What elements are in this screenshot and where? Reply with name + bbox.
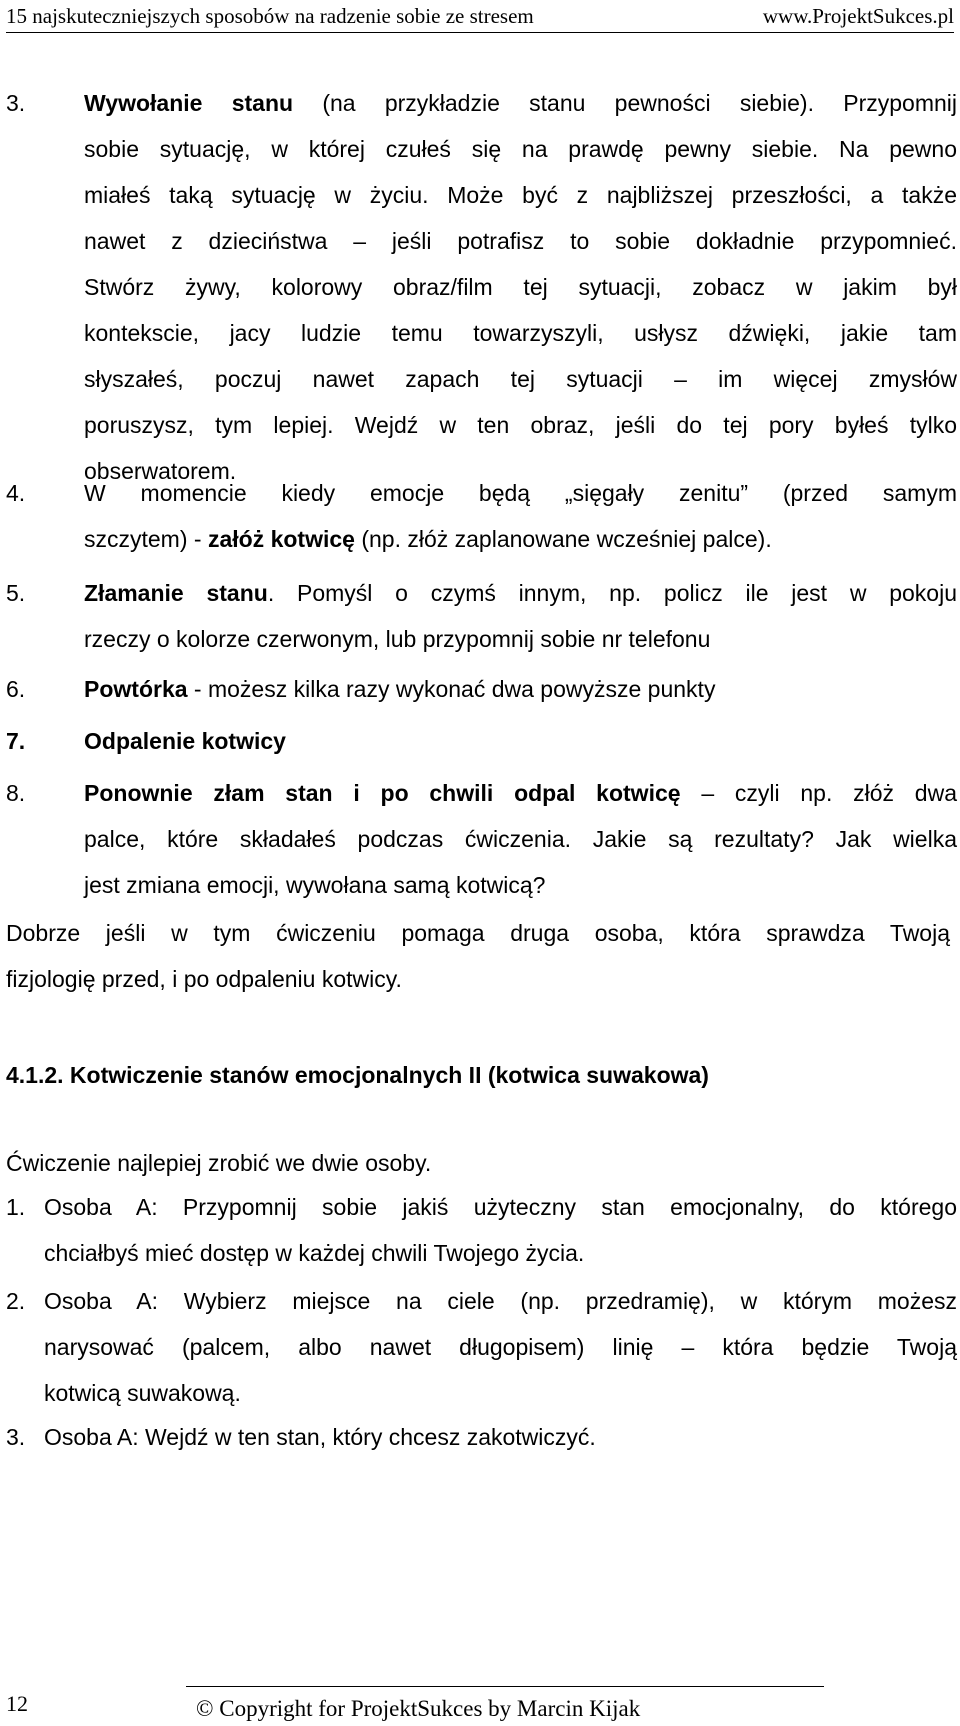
text-span: - możesz kilka razy wykonać dwa powyższe punkty — [187, 676, 716, 702]
item-number: 1. — [6, 1194, 26, 1220]
text-line: kontekscie, jacy ludzie temu towarzyszyli, usłysz dźwięki, jakie tam — [84, 320, 957, 346]
site-url: www.ProjektSukces.pl — [762, 4, 954, 28]
text-line: Osoba A: Przypomnij sobie jakiś użyteczny stan emocjonalny, do którego — [44, 1194, 957, 1220]
item-text — [44, 1278, 957, 1416]
text-line: jest zmiana emocji, wywołana samą kotwicą? — [84, 872, 546, 898]
item-number: 2. — [6, 1288, 26, 1314]
text-line: Osoba A: Wejdź w ten stan, który chcesz zakotwiczyć. — [44, 1424, 596, 1450]
text-line: poruszysz, tym lepiej. Wejdź w ten obraz, jeśli do tej pory byłeś tylko — [84, 412, 957, 438]
item-text — [84, 770, 957, 908]
item-number: 4. — [6, 480, 26, 506]
text-line: Dobrze jeśli w tym ćwiczeniu pomaga druga osoba, która sprawdza Twoją — [6, 920, 950, 946]
paragraph — [6, 910, 950, 1002]
text-span: szczytem) - — [84, 526, 208, 552]
page-header — [6, 0, 954, 33]
item-number: 3. — [6, 1424, 26, 1450]
text-line: narysować (palcem, albo nawet długopisem) linię – która będzie Twoją — [44, 1334, 957, 1360]
item-number: 3. — [6, 90, 26, 116]
item-text — [84, 666, 957, 712]
text-line: fizjologię przed, i po odpaleniu kotwicy. — [6, 966, 402, 992]
text-line: kotwicą suwakową. — [44, 1380, 241, 1406]
item-number: 5. — [6, 580, 26, 606]
emphasis: Odpalenie kotwicy — [84, 728, 286, 754]
emphasis: załóż kotwicę — [207, 526, 355, 552]
item-text — [84, 80, 957, 494]
page-number: 12 — [6, 1691, 28, 1716]
item-number: 8. — [6, 780, 26, 806]
section-heading-text: 4.1.2. Kotwiczenie stanów emocjonalnych II (kotwica suwakowa) — [6, 1062, 709, 1088]
emphasis: Złamanie stanu — [84, 580, 268, 606]
text-span: (np. złóż zaplanowane wcześniej palce). — [354, 526, 772, 552]
footer-divider — [186, 1686, 824, 1687]
text-line: obserwatorem. — [84, 458, 237, 484]
item-text — [84, 470, 957, 562]
document-title: 15 najskuteczniejszych sposobów na radzenie sobie ze stresem — [6, 4, 534, 28]
text-line: nawet z dzieciństwa – jeśli potrafisz to sobie dokładnie przypomnieć. — [84, 228, 957, 254]
text-line: W momencie kiedy emocje będą „sięgały zenitu” (przed samym — [84, 480, 957, 506]
emphasis: Ponownie złam stan i po chwili odpal kotwicę — [84, 780, 681, 806]
item-text — [84, 570, 957, 662]
section-heading — [6, 1052, 950, 1098]
emphasis: Wywołanie stanu — [84, 90, 294, 116]
text-span: – czyli np. złóż dwa — [680, 780, 957, 806]
text-line: sobie sytuację, w której czułeś się na prawdę pewny siebie. Na pewno — [84, 136, 957, 162]
text-line: słyszałeś, poczuj nawet zapach tej sytuacji – im więcej zmysłów — [84, 366, 957, 392]
text-line: Osoba A: Wybierz miejsce na ciele (np. przedramię), w którym możesz — [44, 1288, 957, 1314]
item-text — [44, 1184, 957, 1276]
text-line: Stwórz żywy, kolorowy obraz/film tej sytuacji, zobacz w jakim był — [84, 274, 957, 300]
intro-text — [6, 1140, 950, 1186]
text-span: (na przykładzie stanu pewności siebie). Przypomnij — [293, 90, 957, 116]
emphasis: Powtórka — [84, 676, 188, 702]
text-line: miałeś taką sytuację w życiu. Może być z najbliższej przeszłości, a także — [84, 182, 957, 208]
text-line: rzeczy o kolorze czerwonym, lub przypomnij sobie nr telefonu — [84, 626, 711, 652]
item-number: 7. — [6, 728, 26, 754]
item-number: 6. — [6, 676, 26, 702]
text-line: Ćwiczenie najlepiej zrobić we dwie osoby. — [6, 1150, 432, 1176]
copyright-notice: © Copyright for ProjektSukces by Marcin Kijak — [196, 1696, 641, 1721]
text-line: palce, które składałeś podczas ćwiczenia. Jakie są rezultaty? Jak wielka — [84, 826, 957, 852]
item-text — [84, 718, 957, 764]
text-span: . Pomyśl o czymś innym, np. policz ile jest w pokoju — [267, 580, 957, 606]
item-text — [44, 1414, 957, 1460]
text-line: chciałbyś mieć dostęp w każdej chwili Twojego życia. — [44, 1240, 585, 1266]
